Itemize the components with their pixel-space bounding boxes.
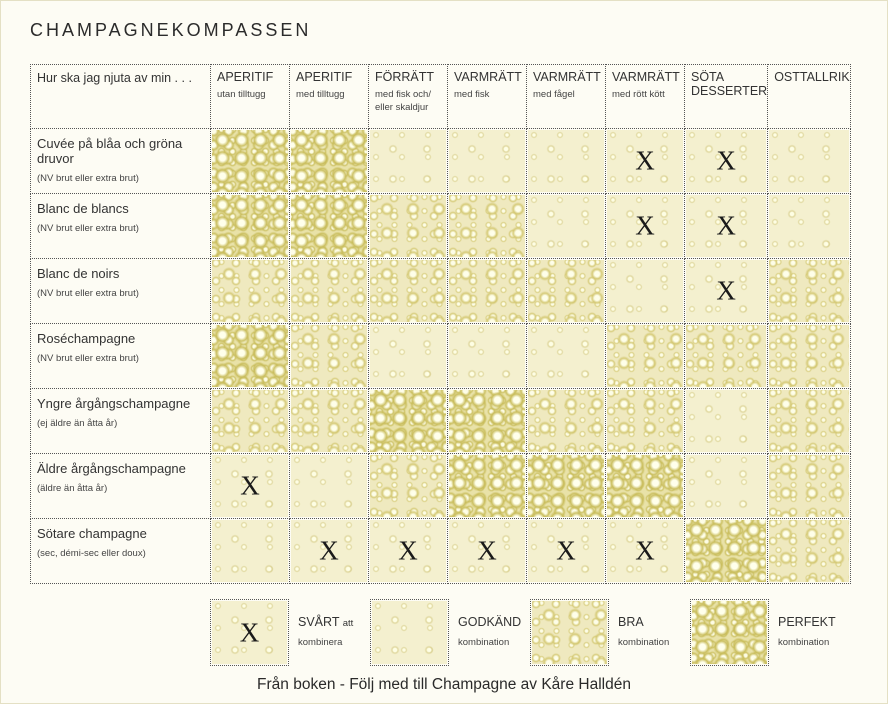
bubble-pattern-level-3	[449, 390, 525, 452]
rating-cell	[448, 194, 527, 259]
rating-cell	[290, 389, 369, 454]
rating-cell	[211, 389, 290, 454]
table-row	[31, 194, 851, 259]
bubble-pattern-level-2	[449, 195, 525, 257]
column-header-sub: med fisk	[454, 88, 490, 100]
champagne-type: Yngre årgångschampagne	[37, 396, 191, 411]
champagne-type-note: (NV brut eller extra brut)	[37, 223, 139, 234]
rating-cell	[606, 129, 685, 194]
rating-cell	[606, 389, 685, 454]
bubble-pattern-level-2	[528, 390, 604, 452]
legend-label: BRA	[618, 615, 644, 629]
bubble-pattern-level-2	[769, 325, 848, 387]
row-label	[31, 454, 211, 519]
bubble-pattern-level-1	[528, 195, 604, 257]
rating-cell	[369, 519, 448, 584]
column-header-sub: med tilltugg	[296, 88, 345, 100]
rating-cell	[211, 324, 290, 389]
rating-cell	[685, 129, 768, 194]
difficult-mark: X	[556, 535, 576, 566]
rating-cell	[527, 454, 606, 519]
column-header-label: SÖTA DESSERTER	[691, 70, 768, 98]
bubble-pattern-level-1	[686, 455, 766, 517]
pairing-matrix	[30, 64, 851, 584]
champagne-type: Sötare champagne	[37, 526, 147, 541]
rating-cell	[606, 519, 685, 584]
column-header-label: APERITIF	[217, 70, 274, 84]
champagne-type: Blanc de noirs	[37, 266, 120, 281]
column-header	[606, 65, 685, 129]
bubble-pattern-level-3	[692, 601, 767, 664]
legend-swatch	[210, 599, 289, 666]
column-header	[768, 65, 850, 129]
row-label	[31, 324, 211, 389]
bubble-pattern-level-2	[532, 601, 607, 664]
rating-cell	[369, 259, 448, 324]
table-row	[31, 519, 851, 584]
bubble-pattern-level-2	[212, 390, 288, 452]
column-header-sub: med fisk och/ eller skaldjur	[375, 88, 431, 113]
rating-cell	[369, 324, 448, 389]
bubble-pattern-level-1	[528, 325, 604, 387]
legend-sub: kombination	[778, 636, 830, 648]
bubble-pattern-level-2	[769, 455, 848, 517]
column-header	[685, 65, 768, 129]
bubble-pattern-level-1	[370, 130, 446, 192]
table-row	[31, 324, 851, 389]
rating-cell	[527, 129, 606, 194]
row-label	[31, 259, 211, 324]
column-header-label: OSTTALLRIK	[774, 70, 850, 84]
column-header-label: VARMRÄTT	[533, 70, 601, 84]
column-header	[290, 65, 369, 129]
bubble-pattern-level-2	[291, 390, 367, 452]
rating-cell	[768, 194, 850, 259]
source-caption: Från boken - Följ med till Champagne av Kåre Halldén	[257, 676, 631, 693]
rating-cell	[369, 389, 448, 454]
rating-cell	[211, 259, 290, 324]
difficult-mark: X	[716, 145, 736, 176]
bubble-pattern-level-3	[291, 195, 367, 257]
bubble-pattern-level-1	[291, 455, 367, 517]
difficult-mark: X	[319, 535, 339, 566]
rating-cell	[290, 454, 369, 519]
champagne-type-note: (äldre än åtta år)	[37, 483, 108, 494]
row-label	[31, 519, 211, 584]
rating-cell	[606, 454, 685, 519]
champagne-type-note: (NV brut eller extra brut)	[37, 353, 139, 364]
champagne-type-note: (NV brut eller extra brut)	[37, 288, 139, 299]
champagne-type-note: (ej äldre än åtta år)	[37, 418, 118, 429]
bubble-pattern-level-3	[212, 195, 288, 257]
rating-cell	[369, 194, 448, 259]
bubble-pattern-level-1	[686, 390, 766, 452]
rating-cell	[685, 389, 768, 454]
bubble-pattern-level-3	[607, 455, 683, 517]
column-header	[211, 65, 290, 129]
rating-cell	[211, 194, 290, 259]
column-header-sub: med fågel	[533, 88, 575, 100]
bubble-pattern-level-3	[686, 520, 766, 582]
difficult-mark: X	[716, 275, 736, 306]
difficult-mark: X	[477, 535, 497, 566]
champagne-type: Cuvée på blåa och gröna druvor	[37, 136, 183, 166]
rating-cell	[768, 324, 850, 389]
table-row	[31, 389, 851, 454]
difficult-mark: X	[239, 617, 260, 647]
bubble-pattern-level-2	[449, 260, 525, 322]
legend-swatch	[690, 599, 769, 666]
legend-sub: kombination	[618, 636, 670, 648]
column-header-label: VARMRÄTT	[454, 70, 522, 84]
table-row	[31, 129, 851, 194]
rating-cell	[527, 519, 606, 584]
rating-cell	[768, 389, 850, 454]
bubble-pattern-level-1	[449, 130, 525, 192]
champagne-type: Blanc de blancs	[37, 201, 129, 216]
rating-cell	[768, 454, 850, 519]
rating-cell	[448, 389, 527, 454]
rating-cell	[211, 129, 290, 194]
bubble-pattern-level-1	[370, 325, 446, 387]
rating-cell	[448, 324, 527, 389]
champagne-type-note: (sec, démi-sec eller doux)	[37, 548, 146, 559]
bubble-pattern-level-1	[528, 130, 604, 192]
bubble-pattern-level-2	[769, 520, 848, 582]
legend	[210, 599, 850, 667]
row-label	[31, 194, 211, 259]
bubble-pattern-level-2	[607, 325, 683, 387]
rating-cell	[527, 389, 606, 454]
legend-text	[618, 616, 698, 648]
row-label	[31, 129, 211, 194]
rating-cell	[369, 129, 448, 194]
legend-text	[778, 616, 858, 648]
rating-cell	[606, 194, 685, 259]
difficult-mark: X	[716, 210, 736, 241]
champagne-type: Äldre årgångschampagne	[37, 461, 186, 476]
bubble-pattern-level-2	[291, 260, 367, 322]
champagne-type-note: (NV brut eller extra brut)	[37, 173, 139, 184]
bubble-pattern-level-3	[370, 390, 446, 452]
rating-cell	[290, 324, 369, 389]
corner-label: Hur ska jag njuta av min . . .	[31, 65, 211, 129]
rating-cell	[768, 519, 850, 584]
bubble-pattern-level-1	[212, 520, 288, 582]
rating-cell	[685, 324, 768, 389]
table-row	[31, 259, 851, 324]
bubble-pattern-level-1	[607, 260, 683, 322]
rating-cell	[768, 259, 850, 324]
rating-cell	[527, 259, 606, 324]
bubble-pattern-level-2	[212, 260, 288, 322]
bubble-pattern-level-2	[607, 390, 683, 452]
rating-cell	[685, 259, 768, 324]
rating-cell	[290, 519, 369, 584]
rating-cell	[290, 129, 369, 194]
bubble-pattern-level-2	[370, 260, 446, 322]
bubble-pattern-level-2	[769, 260, 848, 322]
bubble-pattern-level-2	[291, 325, 367, 387]
legend-sub: kombinera	[298, 636, 343, 648]
rating-cell	[369, 454, 448, 519]
difficult-mark: X	[398, 535, 418, 566]
rating-cell	[527, 324, 606, 389]
table-row	[31, 454, 851, 519]
page-title: CHAMPAGNEKOMPASSEN	[30, 20, 312, 40]
difficult-mark: X	[635, 210, 655, 241]
rating-cell	[211, 454, 290, 519]
bubble-pattern-level-3	[212, 325, 288, 387]
rating-cell	[527, 194, 606, 259]
rating-cell	[448, 519, 527, 584]
legend-label: SVÅRT	[298, 615, 340, 629]
bubble-pattern-level-1	[449, 325, 525, 387]
bubble-pattern-level-3	[291, 130, 367, 192]
bubble-pattern-level-2	[686, 325, 766, 387]
bubble-pattern-level-1	[769, 195, 848, 257]
champagne-type: Roséchampagne	[37, 331, 136, 346]
column-header-sub: utan tilltugg	[217, 88, 266, 100]
bubble-pattern-level-2	[370, 455, 446, 517]
bubble-pattern-level-2	[370, 195, 446, 257]
legend-label: GODKÄND	[458, 615, 522, 629]
rating-cell	[448, 454, 527, 519]
bubble-pattern-level-1	[769, 130, 848, 192]
legend-label-suffix: att	[342, 618, 354, 629]
row-label	[31, 389, 211, 454]
bubble-pattern-level-2	[769, 390, 848, 452]
rating-cell	[290, 194, 369, 259]
rating-cell	[606, 324, 685, 389]
rating-cell	[685, 194, 768, 259]
column-header	[448, 65, 527, 129]
bubble-pattern-level-3	[449, 455, 525, 517]
legend-text	[458, 616, 538, 648]
legend-label: PERFEKT	[778, 615, 836, 629]
legend-swatch	[530, 599, 609, 666]
column-header	[527, 65, 606, 129]
bubble-pattern-level-2	[528, 260, 604, 322]
column-header-label: FÖRRÄTT	[375, 70, 435, 84]
column-header-label: APERITIF	[296, 70, 353, 84]
bubble-pattern-level-1	[372, 601, 447, 664]
legend-swatch	[370, 599, 449, 666]
rating-cell	[290, 259, 369, 324]
difficult-mark: X	[635, 145, 655, 176]
rating-cell	[448, 129, 527, 194]
column-header-sub: med rött kött	[612, 88, 665, 100]
rating-cell	[448, 259, 527, 324]
column-header	[369, 65, 448, 129]
bubble-pattern-level-3	[212, 130, 288, 192]
rating-cell	[685, 519, 768, 584]
rating-cell	[606, 259, 685, 324]
column-header-label: VARMRÄTT	[612, 70, 680, 84]
header-row	[31, 65, 851, 129]
rating-cell	[211, 519, 290, 584]
difficult-mark: X	[240, 470, 260, 501]
difficult-mark: X	[635, 535, 655, 566]
legend-text	[298, 616, 378, 648]
legend-sub: kombination	[458, 636, 510, 648]
rating-cell	[685, 454, 768, 519]
rating-cell	[768, 129, 850, 194]
bubble-pattern-level-3	[528, 455, 604, 517]
